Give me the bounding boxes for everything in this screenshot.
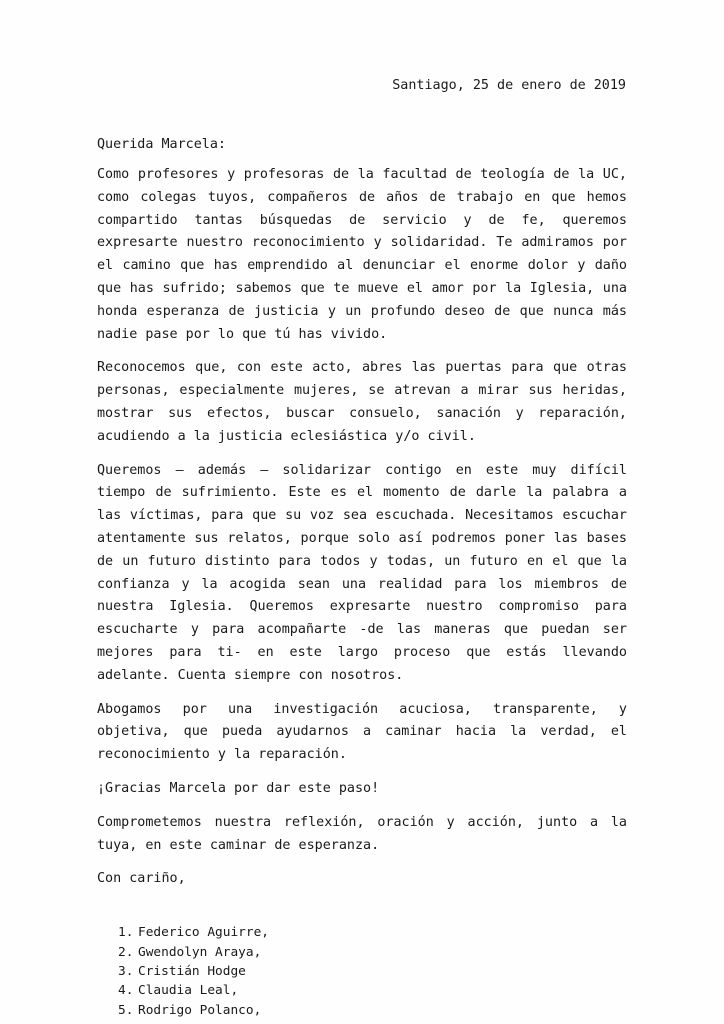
signer-item	[118, 943, 627, 962]
signer-item	[118, 923, 627, 942]
signers-list	[97, 923, 627, 1020]
signer-name: Federico Aguirre,	[138, 925, 269, 941]
letter-closing: Con cariño,	[97, 871, 186, 887]
paragraph-5: ¡Gracias Marcela por dar este paso!	[97, 780, 380, 796]
signer-number: 5.	[118, 1002, 134, 1018]
signer-name: Rodrigo Polanco,	[138, 1002, 262, 1018]
signer-item	[118, 1001, 627, 1020]
signer-number: 2.	[118, 944, 134, 960]
paragraph-3: Queremos – además – solidarizar contigo en este muy difícil tiempo de sufrimiento. Este es el momento de darle la palabra a las víctimas, para que su voz sea escuchada. Necesitamos escuchar atentamente sus relatos, porque solo así podremos poner las bases de un futuro distinto para todos y todas, un futuro en el que la confianza y la acogida sean una realidad para los miembros de nuestra Iglesia. Queremos expresarte nuestro compromiso para escucharte y para acompañarte -de las maneras que puedan ser mejores para ti- en este largo proceso que estás llevando adelante. Cuenta siempre con nosotros.	[97, 462, 627, 683]
signer-name: Cristián Hodge	[138, 963, 246, 979]
letter-date: Santiago, 25 de enero de 2019	[392, 78, 626, 93]
paragraph-6: Comprometemos nuestra reflexión, oración y acción, junto a la tuya, en este caminar de esperanza.	[97, 814, 627, 853]
paragraph-1: Como profesores y profesoras de la facultad de teología de la UC, como colegas tuyos, compañeros de años de trabajo en que hemos compartido tantas búsquedas de servicio y de fe, queremos expresarte nuestro reconocimiento y solidaridad. Te admiramos por el camino que has emprendido al denunciar el enorme dolor y daño que has sufrido; sabemos que te mueve el amor por la Iglesia, una honda esperanza de justicia y un profundo deseo de que nunca más nadie pase por lo que tú has vivido.	[97, 167, 627, 342]
signer-name: Gwendolyn Araya,	[138, 944, 262, 960]
signer-name: Claudia Leal,	[138, 983, 239, 999]
signer-number: 1.	[118, 925, 134, 941]
signer-item	[118, 981, 627, 1000]
signer-number: 4.	[118, 983, 134, 999]
letter-greeting: Querida Marcela:	[97, 137, 226, 152]
signer-item	[118, 962, 627, 981]
signer-number: 3.	[118, 963, 134, 979]
paragraph-4: Abogamos por una investigación acuciosa, transparente, y objetiva, que pueda ayudarnos a caminar hacia la verdad, el reconocimiento y la reparación.	[97, 701, 627, 763]
paragraph-2: Reconocemos que, con este acto, abres las puertas para que otras personas, especialmente mujeres, se atrevan a mirar sus heridas, mostrar sus efectos, buscar consuelo, sanación y reparación, acudiendo a la justicia eclesiástica y/o civil.	[97, 360, 627, 444]
letter-body	[97, 164, 627, 1020]
